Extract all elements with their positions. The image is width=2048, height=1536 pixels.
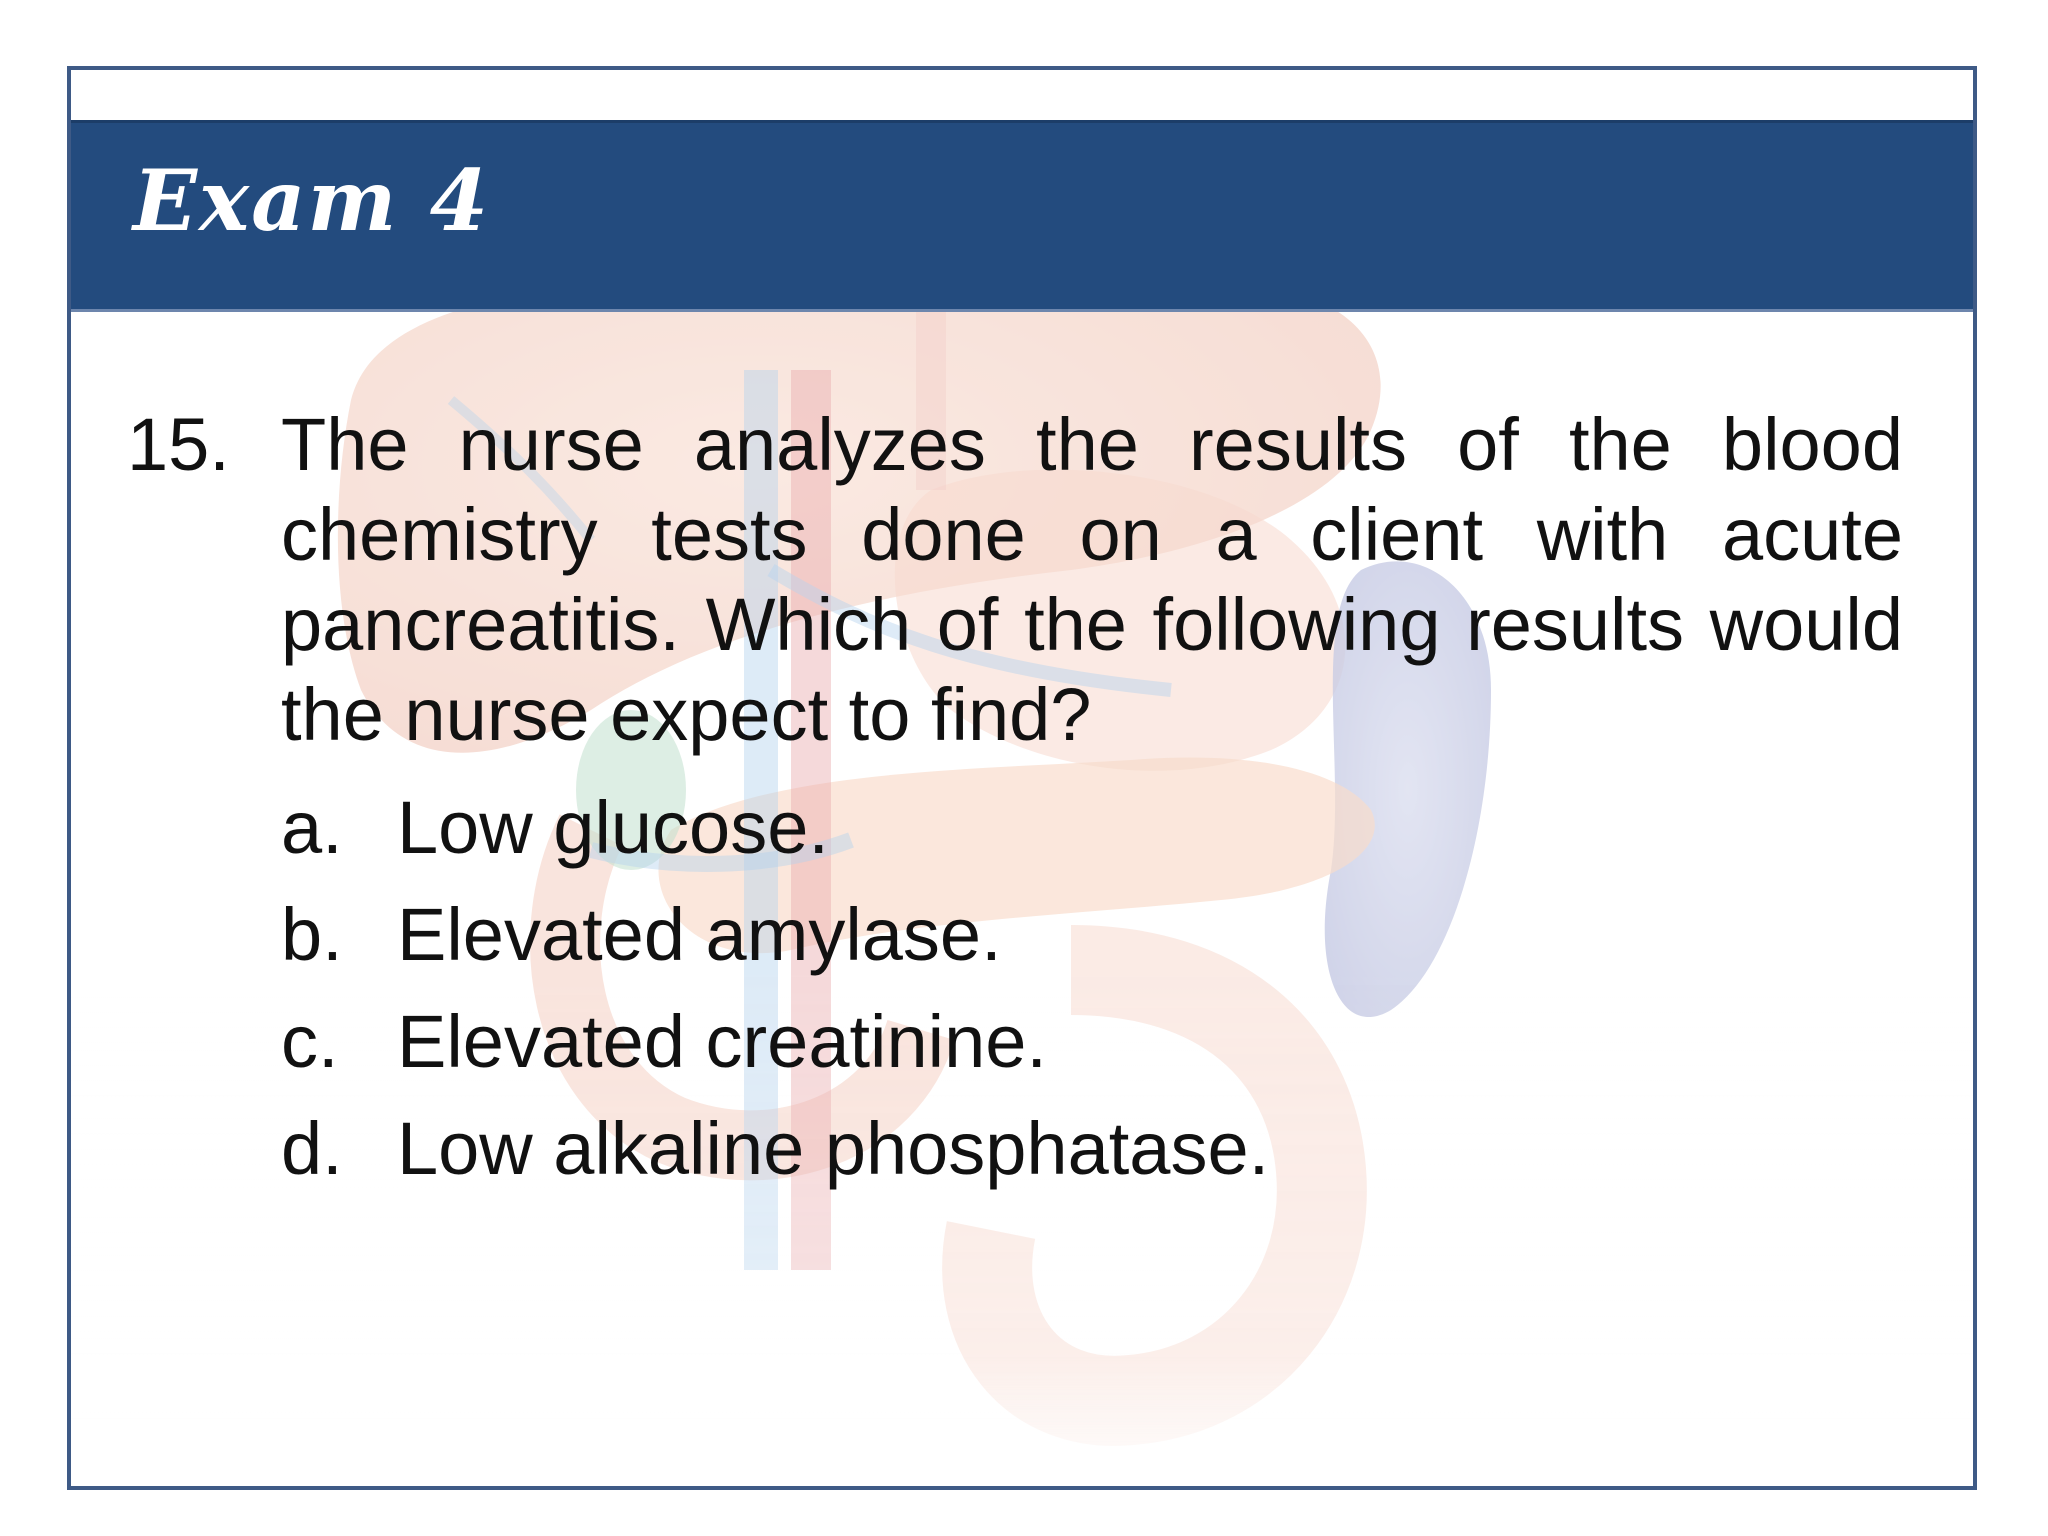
option-letter: c. [281, 999, 339, 1083]
answer-option-d [281, 1095, 1915, 1202]
question-block [127, 400, 1915, 1202]
option-text: Elevated creatinine. [397, 999, 1047, 1083]
option-letter: a. [281, 785, 343, 869]
answer-option-a [281, 774, 1915, 881]
question-row [127, 400, 1915, 760]
answer-options [281, 774, 1915, 1202]
slide-title: Exam 4 [133, 151, 491, 250]
question-text: The nurse analyzes the results of the blood chemistry tests done on a client with acute pancreatitis. Which of the following results would the nurse expect to find? [281, 403, 1903, 756]
option-letter: d. [281, 1106, 343, 1190]
option-text: Elevated amylase. [397, 892, 1002, 976]
question-number: 15. [127, 403, 230, 486]
option-text: Low alkaline phosphatase. [397, 1106, 1270, 1190]
answer-option-b [281, 881, 1915, 988]
option-letter: b. [281, 892, 343, 976]
option-text: Low glucose. [397, 785, 829, 869]
answer-option-c [281, 988, 1915, 1095]
header-bar [71, 120, 1973, 312]
slide-frame [67, 66, 1977, 1490]
